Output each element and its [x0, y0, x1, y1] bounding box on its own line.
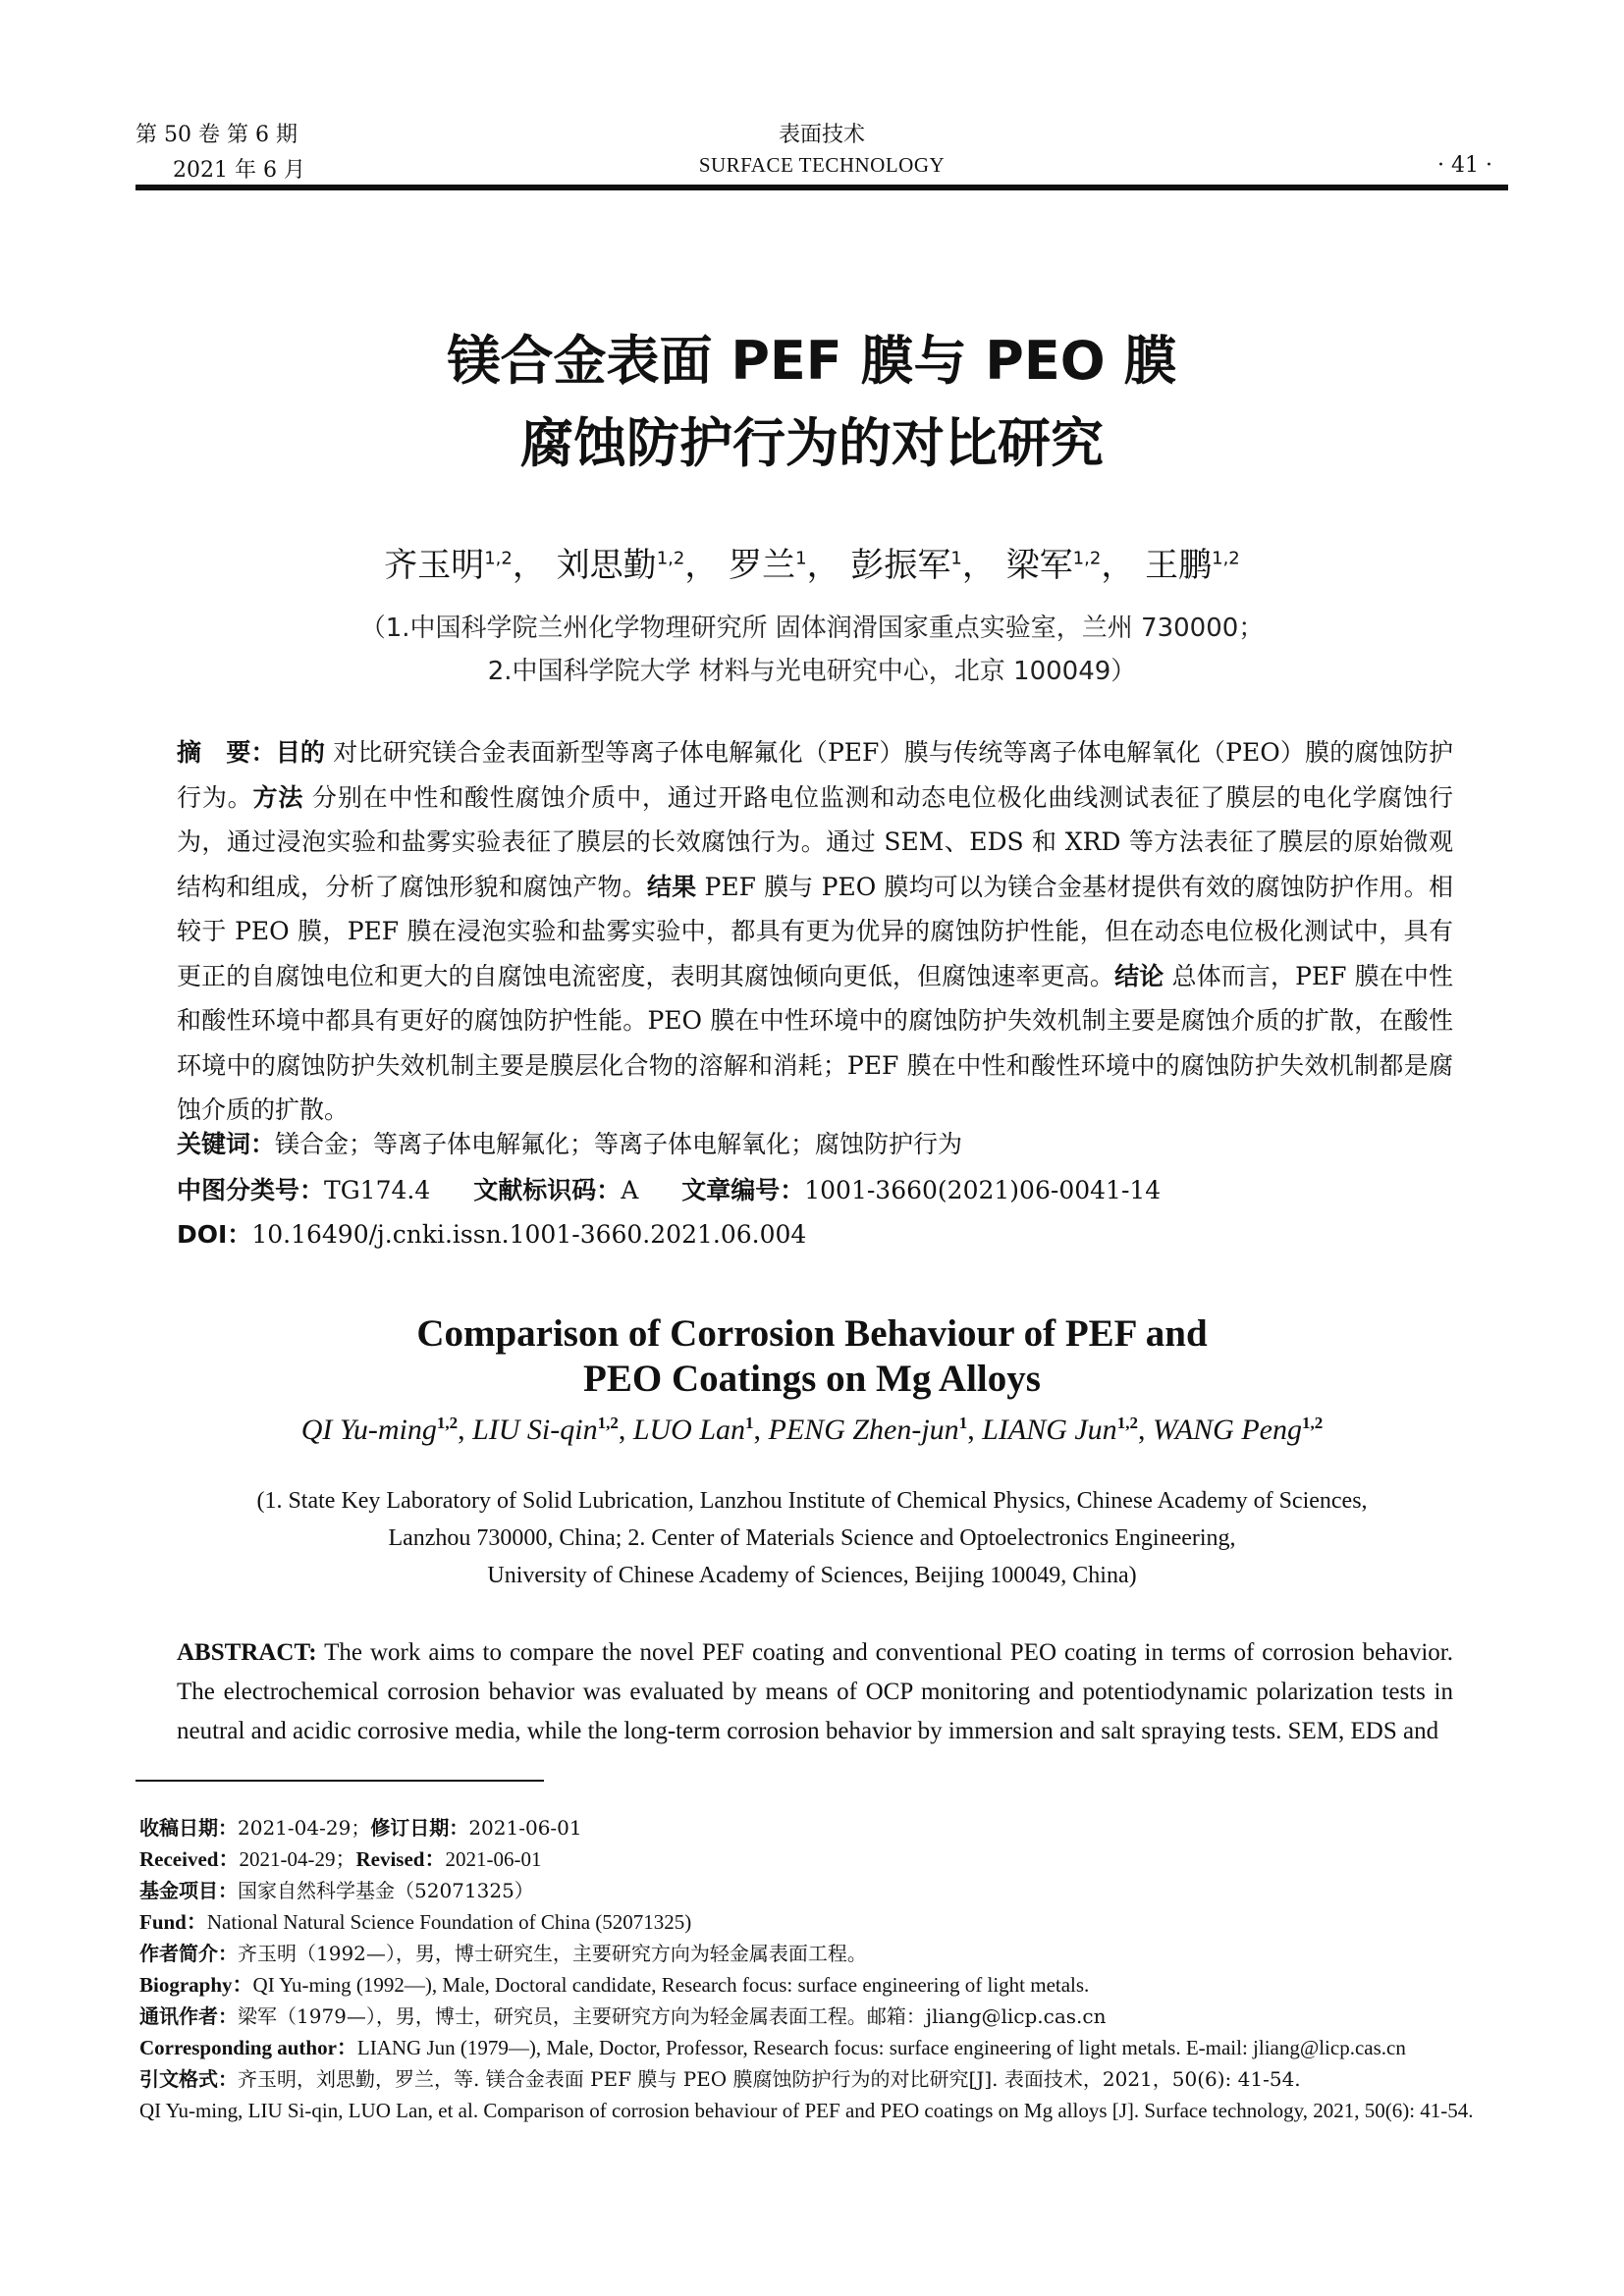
citation-en: QI Yu-ming, LIU Si-qin, LUO Lan, et al. Comparison of corrosion behaviour of PEF and PEO coatings on Mg alloys [J]. Surface technology, 2021, 50(6): 41-54.: [139, 2099, 1474, 2122]
abstract-en: [177, 1633, 1453, 1751]
objective-label: 目的: [275, 738, 326, 767]
objective-text: 对比研究镁合金表面新型等离子体电解氟化（PEF）膜与传统等离子体电解氧化（PEO）膜的腐蚀防护行为。: [177, 738, 1453, 812]
conclusion-label: 结论: [1114, 961, 1164, 990]
author-cn: 梁军$^{1,2}$，: [1005, 546, 1135, 585]
abstract-cn-label: 摘 要：: [177, 738, 276, 767]
result-label: 结果: [646, 872, 697, 901]
header-rule: [135, 185, 1508, 190]
author-cn: 罗兰$^1$，: [729, 546, 840, 585]
biography-en: Biography：QI Yu-ming (1992—), Male, Doctoral candidate, Research focus: surface engineering of light metals.: [139, 1973, 1090, 1997]
doi-line: [177, 1215, 1453, 1251]
result-text: PEF 膜与 PEO 膜均可以为镁合金基材提供有效的腐蚀防护作用。相较于 PEO 膜，PEF 膜在浸泡实验和盐雾实验中，都具有更为优异的腐蚀防护性能，但在动态电位极化测试中，具有更正的自腐蚀电位和更大的自腐蚀电流密度，表明其腐蚀倾向更低，但腐蚀速率更高。: [177, 872, 1453, 990]
author-en: PENG Zhen-jun$^1$,: [768, 1414, 983, 1446]
abstract-cn: [177, 730, 1453, 1133]
received-cn: 收稿日期：2021-04-29；修订日期：2021-06-01: [139, 1816, 582, 1840]
page-number: · 41 ·: [1437, 153, 1492, 178]
fund-en: Fund：National Natural Science Foundation of China (52071325): [139, 1910, 692, 1934]
footnotes: [139, 1812, 1504, 2126]
journal-name-cn: 表面技术: [778, 123, 865, 147]
abstract-en-text: The work aims to compare the novel PEF coating and conventional PEO coating in terms of corrosion behavior. The electrochemical corrosion behavior was evaluated by means of OCP monitoring and potentiodynamic polarization tests in neutral and acidic corrosive media, while the long-term corrosion behavior by immersion and salt spraying tests. SEM, EDS and: [177, 1639, 1453, 1744]
author-cn: 齐玉明$^{1,2}$，: [384, 546, 546, 585]
author-cn: 彭振军$^1$，: [850, 546, 996, 585]
author-en: LIU Si-qin$^{1,2}$,: [472, 1414, 633, 1446]
title-cn-line2: 腐蚀防护行为的对比研究: [520, 412, 1104, 474]
corresponding-cn: 通讯作者：梁军（1979—），男，博士，研究员，主要研究方向为轻金属表面工程。邮箱：jliang@licp.cas.cn: [139, 2004, 1107, 2028]
method-text: 分别在中性和酸性腐蚀介质中，通过开路电位监测和动态电位极化曲线测试表征了膜层的电化学腐蚀行为，通过浸泡实验和盐雾实验表征了膜层的长效腐蚀行为。通过 SEM、EDS 和 XRD 等方法表征了膜层的原始微观结构和组成，分析了腐蚀形貌和腐蚀产物。: [177, 782, 1453, 901]
affiliation-en-line: Lanzhou 730000, China; 2. Center of Materials Science and Optoelectronics Engineering,: [388, 1525, 1236, 1551]
affiliations-en: [0, 1482, 1624, 1594]
fund-cn: 基金项目：国家自然科学基金（52071325）: [139, 1879, 534, 1902]
author-en: WANG Peng$^{1,2}$: [1152, 1414, 1324, 1446]
title-en: [0, 1311, 1624, 1402]
issue-date: 2021 年 6 月: [173, 158, 305, 183]
affiliations-cn: [0, 607, 1624, 693]
author-en: LIANG Jun$^{1,2}$,: [982, 1414, 1153, 1446]
authors-en: [0, 1414, 1624, 1447]
author-en: LUO Lan$^1$,: [632, 1414, 769, 1446]
abstract-en-label: ABSTRACT:: [177, 1639, 317, 1666]
journal-name-en: SURFACE TECHNOLOGY: [698, 153, 946, 177]
author-en: QI Yu-ming$^{1,2}$,: [300, 1414, 473, 1446]
affiliation-en-line: University of Chinese Academy of Sciences, Beijing 100049, China): [487, 1563, 1137, 1588]
conclusion-text: 总体而言，PEF 膜在中性和酸性环境中都具有更好的腐蚀防护性能。PEO 膜在中性环境中的腐蚀防护失效机制主要是腐蚀介质的扩散，在酸性环境中的腐蚀防护失效机制主要是膜层化合物的溶解和消耗；PEF 膜在中性和酸性环境中的腐蚀防护失效机制都是腐蚀介质的扩散。: [177, 961, 1453, 1124]
corresponding-en: Corresponding author：LIANG Jun (1979—), Male, Doctor, Professor, Research focus: surface engineering of light metals. E-mail: jliang@licp.cas.cn: [139, 2036, 1406, 2059]
keywords: [177, 1125, 1453, 1160]
doc-code-label: 文献标识码：: [473, 1176, 622, 1204]
clc-value: TG174.4: [324, 1176, 431, 1204]
clc-label: 中图分类号：: [177, 1176, 325, 1204]
biography-cn: 作者简介：齐玉明（1992—），男，博士研究生，主要研究方向为轻金属表面工程。: [139, 1942, 867, 1965]
author-cn: 刘思勤$^{1,2}$，: [556, 546, 719, 585]
authors-cn: [0, 538, 1624, 586]
keywords-label: 关键词：: [177, 1130, 276, 1158]
title-cn-line1: 镁合金表面 PEF 膜与 PEO 膜: [447, 330, 1177, 392]
article-no-label: 文章编号：: [681, 1176, 805, 1204]
article-no-value: 1001-3660(2021)06-0041-14: [804, 1176, 1162, 1204]
author-cn: 王鹏$^{1,2}$: [1145, 546, 1240, 585]
method-label: 方法: [252, 782, 304, 812]
title-cn: [0, 320, 1624, 485]
title-en-line2: PEO Coatings on Mg Alloys: [583, 1358, 1041, 1400]
title-en-line1: Comparison of Corrosion Behaviour of PEF and: [416, 1312, 1208, 1355]
affiliation-en-line: (1. State Key Laboratory of Solid Lubrication, Lanzhou Institute of Chemical Physics, Chinese Academy of Sciences,: [256, 1488, 1368, 1514]
citation-cn: 引文格式：齐玉明，刘思勤，罗兰，等. 镁合金表面 PEF 膜与 PEO 膜腐蚀防护行为的对比研究[J]. 表面技术，2021，50(6): 41-54.: [139, 2067, 1301, 2091]
doi-value: 10.16490/j.cnki.issn.1001-3660.2021.06.004: [251, 1220, 807, 1249]
classification-line: [177, 1171, 1453, 1206]
received-en: Received：2021-04-29；Revised：2021-06-01: [139, 1847, 542, 1871]
running-header: [135, 112, 1508, 190]
footnote-rule: [135, 1780, 544, 1782]
affiliation-cn-line: 2.中国科学院大学 材料与光电研究中心，北京 100049）: [487, 657, 1137, 686]
keywords-text: 镁合金；等离子体电解氟化；等离子体电解氧化；腐蚀防护行为: [275, 1130, 963, 1158]
doc-code-value: A: [621, 1176, 639, 1204]
doi-label: DOI：: [177, 1220, 252, 1249]
volume-issue: 第 50 卷 第 6 期: [135, 123, 298, 147]
affiliation-cn-line: （1.中国科学院兰州化学物理研究所 固体润滑国家重点实验室，兰州 730000；: [359, 614, 1265, 643]
